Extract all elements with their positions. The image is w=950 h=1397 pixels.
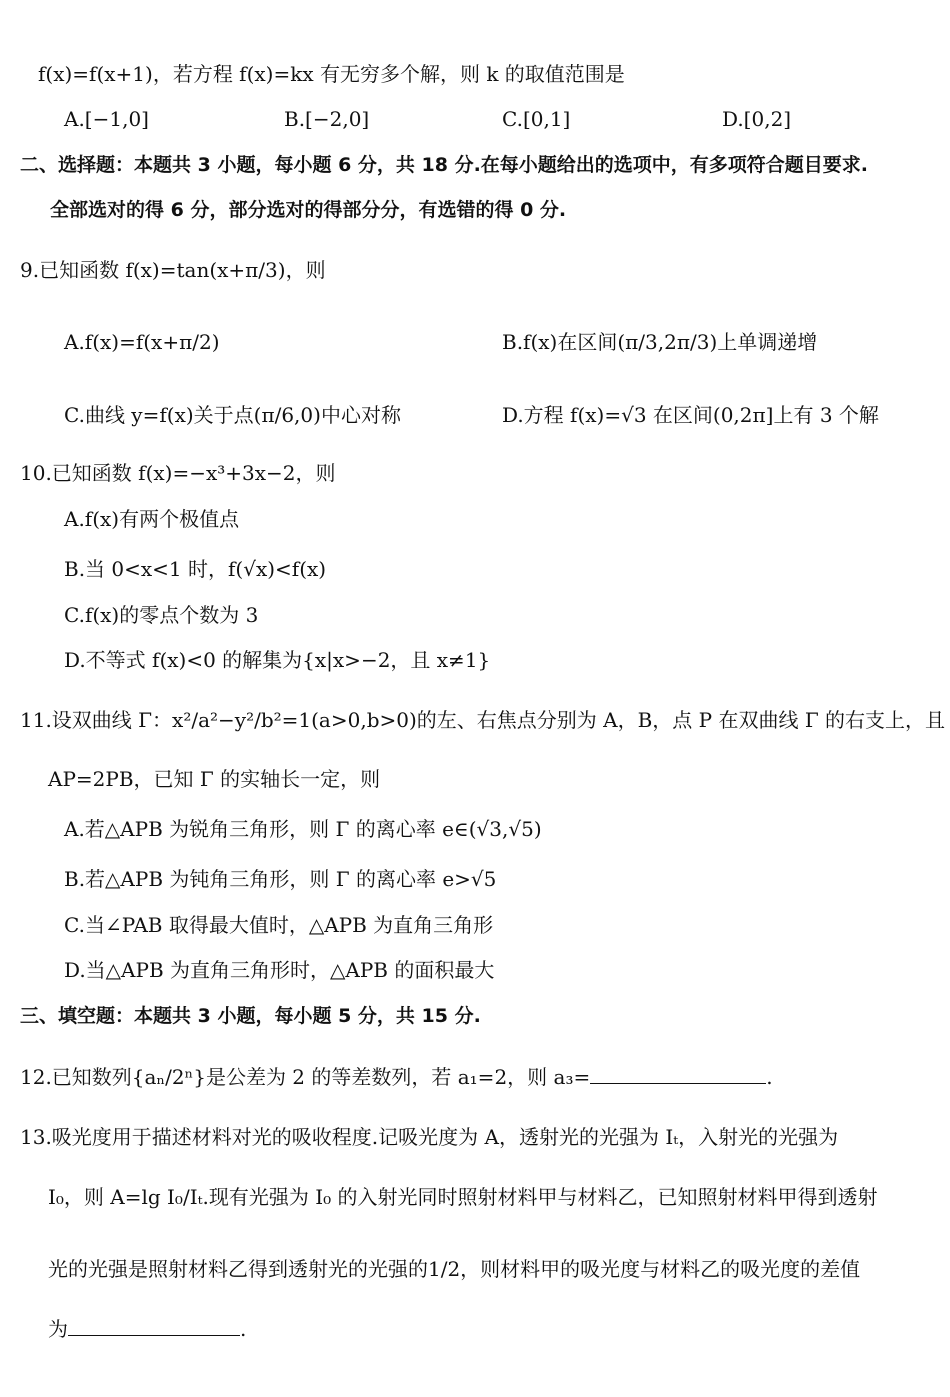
section2-subheading: 全部选对的得 6 分，部分选对的得部分分，有选错的得 0 分. bbox=[50, 199, 567, 221]
q10-option-a: A.f(x)有两个极值点 bbox=[64, 507, 240, 531]
q12-stem bbox=[20, 1062, 773, 1092]
q9-option-a: A.f(x)=f(x+π/2) bbox=[64, 330, 220, 354]
q11-option-c: C.当∠PAB 取得最大值时，△APB 为直角三角形 bbox=[64, 913, 494, 937]
q11-option-b: B.若△APB 为钝角三角形，则 Γ 的离心率 e>√5 bbox=[64, 867, 497, 891]
q9-option-d: D.方程 f(x)=√3 在区间(0,2π]上有 3 个解 bbox=[502, 403, 879, 427]
q13-line1: 13.吸光度用于描述材料对光的吸收程度.记吸光度为 A，透射光的光强为 Iₜ，入射光的光强为 bbox=[20, 1125, 839, 1149]
q11-option-a: A.若△APB 为锐角三角形，则 Γ 的离心率 e∈(√3,√5) bbox=[64, 817, 542, 841]
q13-line2: I₀，则 A=lg I₀/Iₜ.现有光强为 I₀ 的入射光同时照射材料甲与材料乙，已知照射材料甲得到透射 bbox=[48, 1185, 878, 1209]
q13-line4-text: 为 bbox=[48, 1317, 68, 1341]
q10-stem: 10.已知函数 f(x)=−x³+3x−2，则 bbox=[20, 461, 336, 485]
q12-end: . bbox=[766, 1065, 773, 1089]
q8-option-c: C.[0,1] bbox=[502, 107, 571, 131]
q8-option-b: B.[−2,0] bbox=[284, 107, 370, 131]
section2-heading: 二、选择题：本题共 3 小题，每小题 6 分，共 18 分.在每小题给出的选项中，有多项符合题目要求. bbox=[20, 154, 869, 176]
q9-stem: 9.已知函数 f(x)=tan(x+π/3)，则 bbox=[20, 258, 326, 282]
q10-option-d: D.不等式 f(x)<0 的解集为{x|x>−2，且 x≠1} bbox=[64, 648, 491, 672]
q8-stem: f(x)=f(x+1)，若方程 f(x)=kx 有无穷多个解，则 k 的取值范围是 bbox=[38, 62, 625, 86]
q10-option-b: B.当 0<x<1 时，f(√x)<f(x) bbox=[64, 557, 327, 581]
q8-option-d: D.[0,2] bbox=[722, 107, 792, 131]
q13-answer-blank[interactable] bbox=[68, 1317, 240, 1336]
q11-stem-line2: AP=2PB，已知 Γ 的实轴长一定，则 bbox=[48, 767, 381, 791]
q11-option-d: D.当△APB 为直角三角形时，△APB 的面积最大 bbox=[64, 958, 495, 982]
q12-answer-blank[interactable] bbox=[590, 1065, 766, 1084]
q8-option-a: A.[−1,0] bbox=[64, 107, 149, 131]
section3-heading: 三、填空题：本题共 3 小题，每小题 5 分，共 15 分. bbox=[20, 1005, 481, 1027]
q13-end: . bbox=[240, 1317, 247, 1341]
q13-line4 bbox=[48, 1314, 246, 1344]
q13-line3: 光的光强是照射材料乙得到透射光的光强的1/2，则材料甲的吸光度与材料乙的吸光度的差值 bbox=[48, 1257, 861, 1281]
q10-option-c: C.f(x)的零点个数为 3 bbox=[64, 603, 259, 627]
q9-option-b: B.f(x)在区间(π/3,2π/3)上单调递增 bbox=[502, 330, 818, 354]
q9-option-c: C.曲线 y=f(x)关于点(π/6,0)中心对称 bbox=[64, 403, 401, 427]
q12-text: 12.已知数列{aₙ/2ⁿ}是公差为 2 的等差数列，若 a₁=2，则 a₃= bbox=[20, 1065, 591, 1089]
q11-stem-line1: 11.设双曲线 Γ：x²/a²−y²/b²=1(a>0,b>0)的左、右焦点分别为 A，B，点 P 在双曲线 Γ 的右支上，且 bbox=[20, 708, 946, 732]
